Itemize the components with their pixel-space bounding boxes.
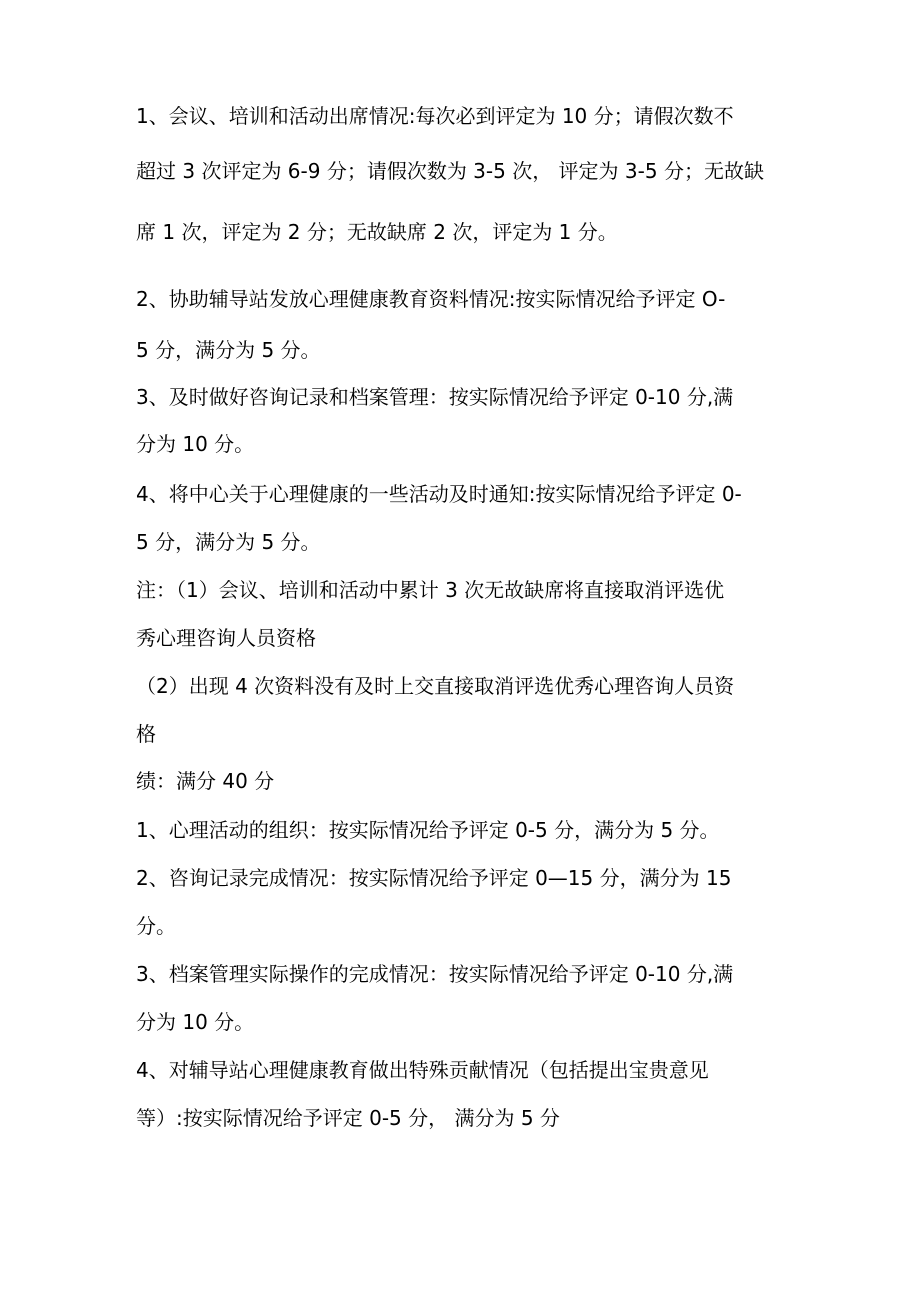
text-line: 席 1 次，评定为 2 分；无故缺席 2 次，评定为 1 分。 xyxy=(136,220,618,244)
text-line: 2、协助辅导站发放心理健康教育资料情况:按实际情况给予评定 O- xyxy=(136,287,726,311)
text-line: 超过 3 次评定为 6-9 分；请假次数为 3-5 次， 评定为 3-5 分；无故缺 xyxy=(136,159,764,183)
text-line: 注：（1）会议、培训和活动中累计 3 次无故缺席将直接取消评选优 xyxy=(136,578,725,602)
text-line: 5 分，满分为 5 分。 xyxy=(136,530,321,554)
text-line: 1、会议、培训和活动出席情况:每次必到评定为 10 分；请假次数不 xyxy=(136,104,734,128)
text-line: 2、咨询记录完成情况：按实际情况给予评定 0—15 分，满分为 15 xyxy=(136,866,732,890)
text-line: 4、将中心关于心理健康的一些活动及时通知:按实际情况给予评定 0- xyxy=(136,482,742,506)
text-line: 分为 10 分。 xyxy=(136,432,255,456)
text-line: 格 xyxy=(136,722,156,746)
text-line: 3、档案管理实际操作的完成情况：按实际情况给予评定 0-10 分,满 xyxy=(136,962,734,986)
text-line: 等）:按实际情况给予评定 0-5 分， 满分为 5 分 xyxy=(136,1106,560,1130)
text-line: （2）出现 4 次资料没有及时上交直接取消评选优秀心理咨询人员资 xyxy=(136,674,735,698)
text-line: 秀心理咨询人员资格 xyxy=(136,626,316,650)
text-line: 分为 10 分。 xyxy=(136,1010,255,1034)
text-line: 绩：满分 40 分 xyxy=(136,769,275,793)
text-line: 1、心理活动的组织：按实际情况给予评定 0-5 分，满分为 5 分。 xyxy=(136,818,720,842)
text-line: 3、及时做好咨询记录和档案管理：按实际情况给予评定 0-10 分,满 xyxy=(136,385,734,409)
text-line: 5 分，满分为 5 分。 xyxy=(136,338,321,362)
text-line: 分。 xyxy=(136,914,176,938)
text-line: 4、对辅导站心理健康教育做出特殊贡献情况（包括提出宝贵意见 xyxy=(136,1058,709,1082)
